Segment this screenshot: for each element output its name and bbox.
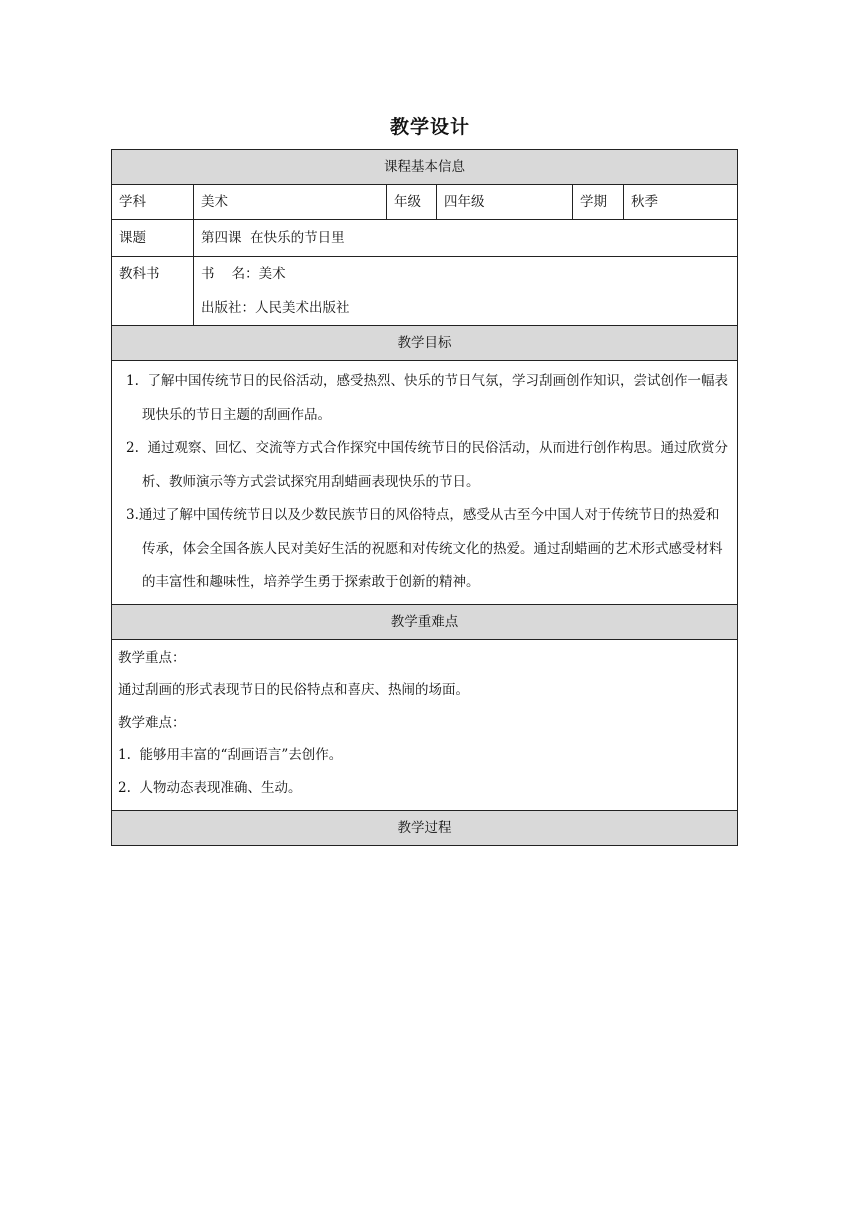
goals-header: 教学目标 bbox=[112, 326, 738, 361]
goal-item: 3.通过了解中国传统节日以及少数民族节日的风俗特点，感受从古至今中国人对于传统节日的热爱和传承，体会全国各族人民对美好生活的祝愿和对传统文化的热爱。通过刮蜡画的艺术形式感受材料的丰富性和趣味性，培养学生勇于探索敢于创新的精神。 bbox=[126, 507, 723, 590]
basic-info-header: 课程基本信息 bbox=[112, 150, 738, 185]
goal-item: 2. 通过观察、回忆、交流等方式合作探究中国传统节日的民俗活动，从而进行创作构思。通过欣赏分析、教师演示等方式尝试探究用刮蜡画表现快乐的节日。 bbox=[126, 440, 728, 490]
textbook-label bbox=[112, 257, 194, 326]
textbook-publisher: 出版社：人民美术出版社 bbox=[201, 300, 350, 316]
key-points-content bbox=[112, 639, 738, 811]
grade-label: 年级 bbox=[387, 185, 437, 220]
textbook-info bbox=[194, 257, 738, 326]
focus-label: 教学重点： bbox=[118, 649, 186, 666]
topic-value: 第四课 在快乐的节日里 bbox=[194, 220, 738, 257]
term-label: 学期 bbox=[573, 185, 624, 220]
subject-value: 美术 bbox=[194, 185, 387, 220]
key-points-header: 教学重难点 bbox=[112, 604, 738, 639]
topic-label: 课题 bbox=[112, 220, 194, 257]
difficulty-item: 1. 能够用丰富的“刮画语言”去创作。 bbox=[118, 747, 343, 763]
process-header: 教学过程 bbox=[112, 811, 738, 846]
difficulty-item: 2. 人物动态表现准确、生动。 bbox=[118, 779, 302, 796]
lesson-plan-table bbox=[111, 149, 738, 846]
goal-item: 1. 了解中国传统节日的民俗活动，感受热烈、快乐的节日气氛，学习刮画创作知识，尝试创作一幅表现快乐的节日主题的刮画作品。 bbox=[126, 373, 728, 423]
term-value: 秋季 bbox=[624, 185, 738, 220]
grade-value: 四年级 bbox=[437, 185, 573, 220]
goals-content bbox=[112, 361, 738, 605]
textbook-label-text: 教科书 bbox=[119, 266, 160, 282]
focus-text: 通过刮画的形式表现节日的民俗特点和喜庆、热闹的场面。 bbox=[118, 682, 469, 698]
page-title: 教学设计 bbox=[389, 116, 470, 138]
textbook-name: 书 名：美术 bbox=[201, 266, 286, 282]
difficulty-label: 教学难点： bbox=[118, 714, 186, 731]
subject-label: 学科 bbox=[112, 185, 194, 220]
